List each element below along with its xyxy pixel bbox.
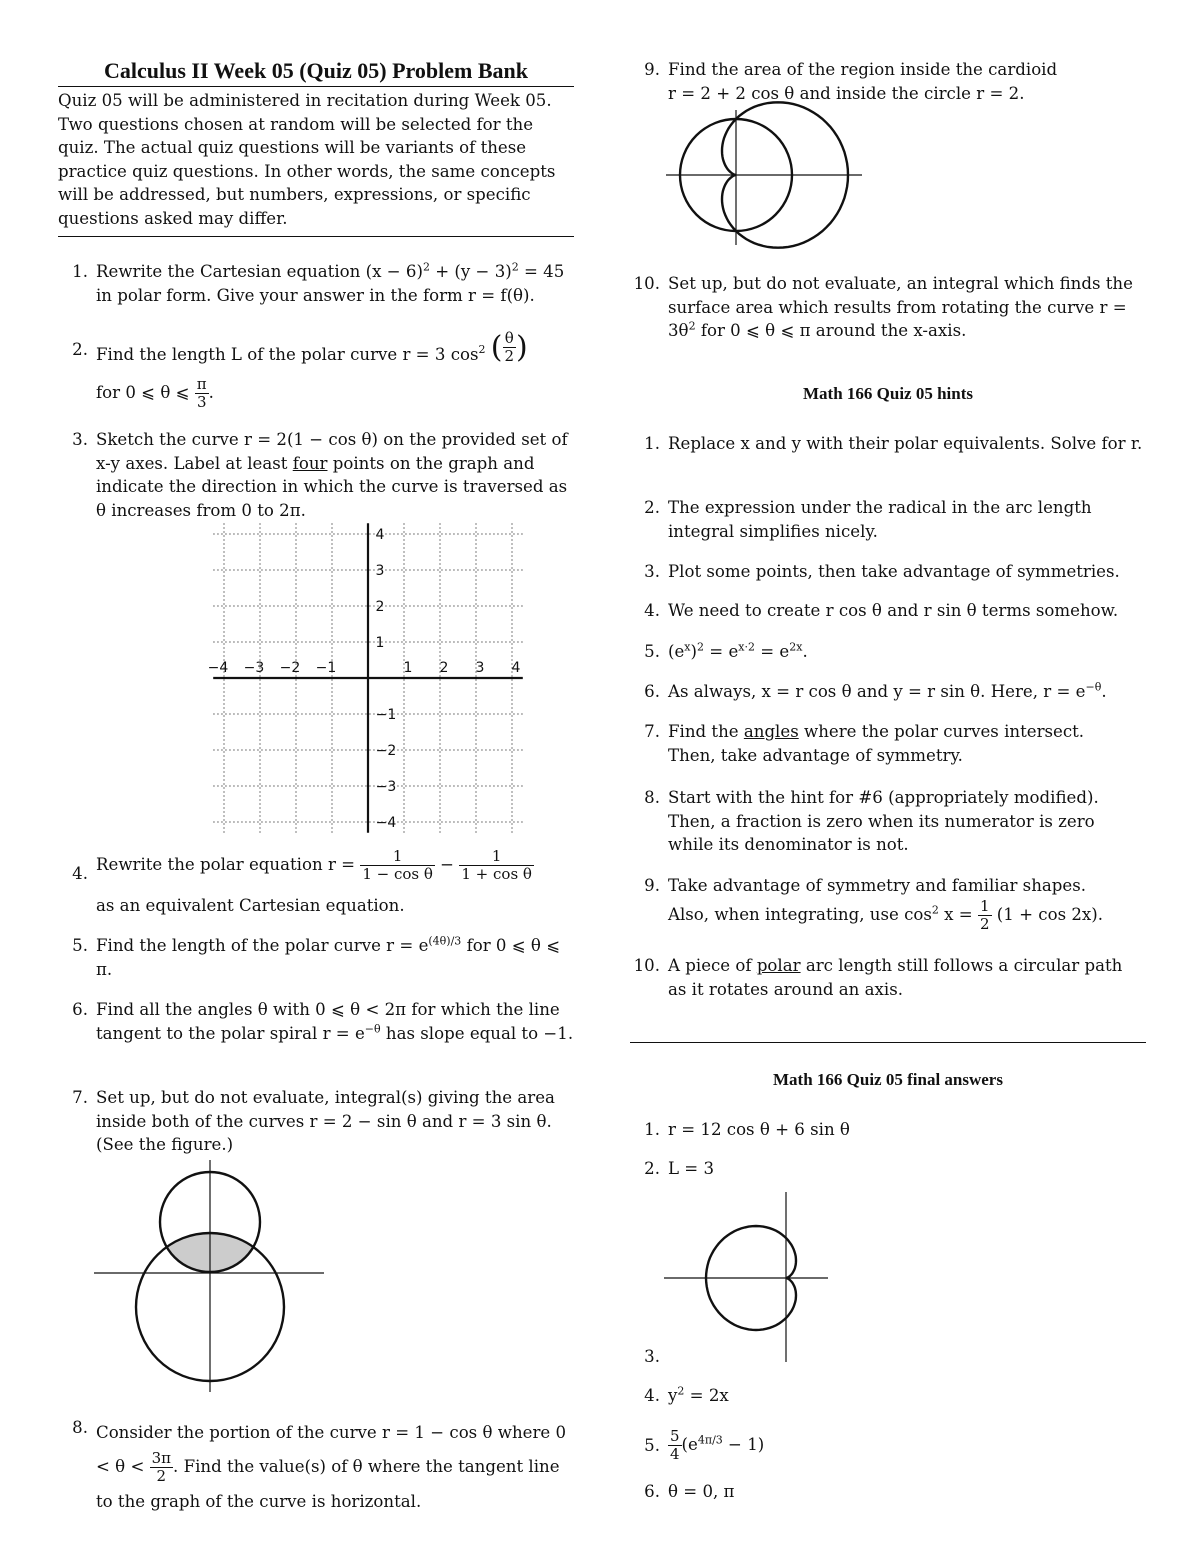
problem-text: Rewrite the polar equation r = [96, 855, 361, 874]
hint-number: 5. [644, 642, 660, 661]
problem-number: 2. [72, 340, 88, 359]
problem-text: as an equivalent Cartesian equation. [96, 896, 405, 915]
answers-rule [630, 1042, 1146, 1043]
hint-number: 8. [644, 788, 660, 807]
title-rule [58, 86, 574, 87]
answer-text: L = 3 [668, 1159, 715, 1178]
problem-text: Set up, but do not evaluate, an integral which finds the surface area which results from rotating the curve r = 3θ [668, 274, 1133, 340]
y-tick-label: −4 [375, 815, 397, 831]
x-tick-label: −4 [207, 660, 229, 676]
answers-heading: Math 166 Quiz 05 final answers [773, 1070, 1003, 1089]
underlined-word: four [292, 453, 328, 473]
pi-over-3: $\frac{\pi}{3}$ [196, 375, 207, 411]
intro-rule [58, 236, 574, 237]
intersecting-circles-figure [88, 1160, 328, 1400]
problem-text: Consider the portion of the curve r = 1 − cos θ where 0 < θ < [96, 1423, 567, 1476]
hint-text: The expression under the radical in the arc length integral simplifies nicely. [668, 498, 1092, 541]
answer-text: θ = 0, π [668, 1482, 735, 1501]
problem-number: 9. [644, 60, 660, 79]
answer-number: 5. [644, 1436, 660, 1455]
exponent: 2 [688, 319, 696, 333]
problem-text: Find the area of the region inside the cardioid r = 2 + 2 cos θ and inside the circle r = 2. [668, 60, 1058, 103]
problem-number: 8. [72, 1418, 88, 1437]
problem-text: + (y − 3) [429, 262, 512, 281]
hint-number: 3. [644, 562, 660, 581]
x-tick-label: −1 [315, 660, 337, 676]
exponent: −θ [364, 1021, 381, 1035]
problem-text: for 0 ⩽ θ ⩽ π around the x-axis. [695, 321, 967, 340]
theta-over-2: $\frac{\theta}{2}$ [504, 329, 515, 365]
problem-text: Find the length L of the polar curve r = 3 cos [96, 345, 479, 364]
problem-text: Find the length of the polar curve r = e [96, 936, 429, 955]
exponent: 2 [478, 343, 486, 357]
y-tick-label: −1 [375, 707, 397, 723]
answer-number: 2. [644, 1159, 660, 1178]
x-tick-label: 2 [439, 660, 449, 676]
x-tick-label: 1 [403, 660, 413, 676]
hint-number: 2. [644, 498, 660, 517]
hint-text: Start with the hint for #6 (appropriately modified). Then, a fraction is zero when its numerator is zero while its denominator is not. [668, 788, 1099, 854]
y-tick-label: −2 [375, 743, 397, 759]
hint-text: We need to create r cos θ and r sin θ terms somehow. [668, 601, 1119, 620]
answer-number: 6. [644, 1482, 660, 1501]
problem-text: for 0 ⩽ θ ⩽ π. [96, 936, 561, 979]
answer-number: 3. [644, 1347, 660, 1366]
problem-text: = 45 in polar form. Give your answer in the form r = f(θ). [96, 262, 565, 305]
hint-number: 6. [644, 682, 660, 701]
cardioid-circle-figure [666, 110, 866, 250]
problem-text: Set up, but do not evaluate, integral(s) giving the area inside both of the curves r = 2 − sin θ and r = 3 sin θ. (See the figure.) [96, 1088, 555, 1154]
problem-number: 3. [72, 430, 88, 449]
fraction-2: $\frac{1}{\text{1 + cos θ}}$ [461, 847, 532, 883]
hint-text: Plot some points, then take advantage of symmetries. [668, 562, 1120, 581]
page-title: Calculus II Week 05 (Quiz 05) Problem Bank [104, 58, 528, 83]
problem-text: Rewrite the Cartesian equation (x − 6) [96, 262, 423, 281]
problem-number: 7. [72, 1088, 88, 1107]
x-tick-label: 4 [511, 660, 521, 676]
hint-text: Replace x and y with their polar equivalents. Solve for r. [668, 434, 1143, 453]
problem-text: for 0 ⩽ θ ⩽ [96, 383, 195, 402]
exponent: (4θ)/3 [428, 934, 462, 948]
y-tick-label: 3 [375, 563, 385, 579]
y-tick-label: 1 [375, 635, 385, 651]
hint-number: 10. [633, 956, 660, 975]
hint-number: 9. [644, 876, 660, 895]
x-tick-label: −3 [243, 660, 265, 676]
problem-text: . Find the value(s) of θ where the tangent line to the graph of the curve is horizontal. [96, 1457, 560, 1511]
answer-number: 4. [644, 1386, 660, 1405]
y-tick-label: −3 [375, 779, 397, 795]
x-tick-label: −2 [279, 660, 301, 676]
problem-number: 6. [72, 1000, 88, 1019]
problem-number: 1. [72, 262, 88, 281]
problem-number: 4. [72, 864, 88, 883]
three-pi-over-2: $\frac{3\pi}{2}$ [151, 1449, 172, 1485]
hint-number: 4. [644, 601, 660, 620]
exponent: 2 [422, 260, 430, 274]
answer-text: r = 12 cos θ + 6 sin θ [668, 1120, 850, 1139]
y-tick-label: 4 [375, 527, 385, 543]
problem-number: 10. [633, 274, 660, 293]
hint-number: 7. [644, 722, 660, 741]
fraction-1: $\frac{1}{\text{1 − cos θ}}$ [362, 847, 433, 883]
problem-text: has slope equal to −1. [380, 1023, 574, 1043]
y-tick-label: 2 [375, 599, 385, 615]
answer-number: 1. [644, 1120, 660, 1139]
x-tick-label: 3 [475, 660, 485, 676]
problem-text: Sketch the curve r = 2(1 − cos θ) on the provided set of x-y axes. Label at least [96, 430, 568, 473]
problem-text: Find all the angles θ with 0 ⩽ θ < 2π for which the line tangent to the polar spiral r = e [96, 1000, 560, 1043]
hints-heading: Math 166 Quiz 05 hints [802, 384, 974, 403]
problem-number: 5. [72, 936, 88, 955]
problem-text: points on the graph and indicate the direction in which the curve is traversed as θ increases from 0 to 2π. [96, 453, 568, 520]
hint-number: 1. [644, 434, 660, 453]
intro-paragraph: Quiz 05 will be administered in recitation during Week 05. Two questions chosen at random will be selected for the quiz. The actual quiz questions will be variants of these practice quiz questions. In other words, the same concepts will be addressed, but numbers, expressions, or specific questions asked may differ. [58, 91, 556, 228]
answer-3-cardioid [664, 1190, 834, 1365]
exponent: 2 [511, 260, 519, 274]
xy-grid [158, 520, 521, 831]
